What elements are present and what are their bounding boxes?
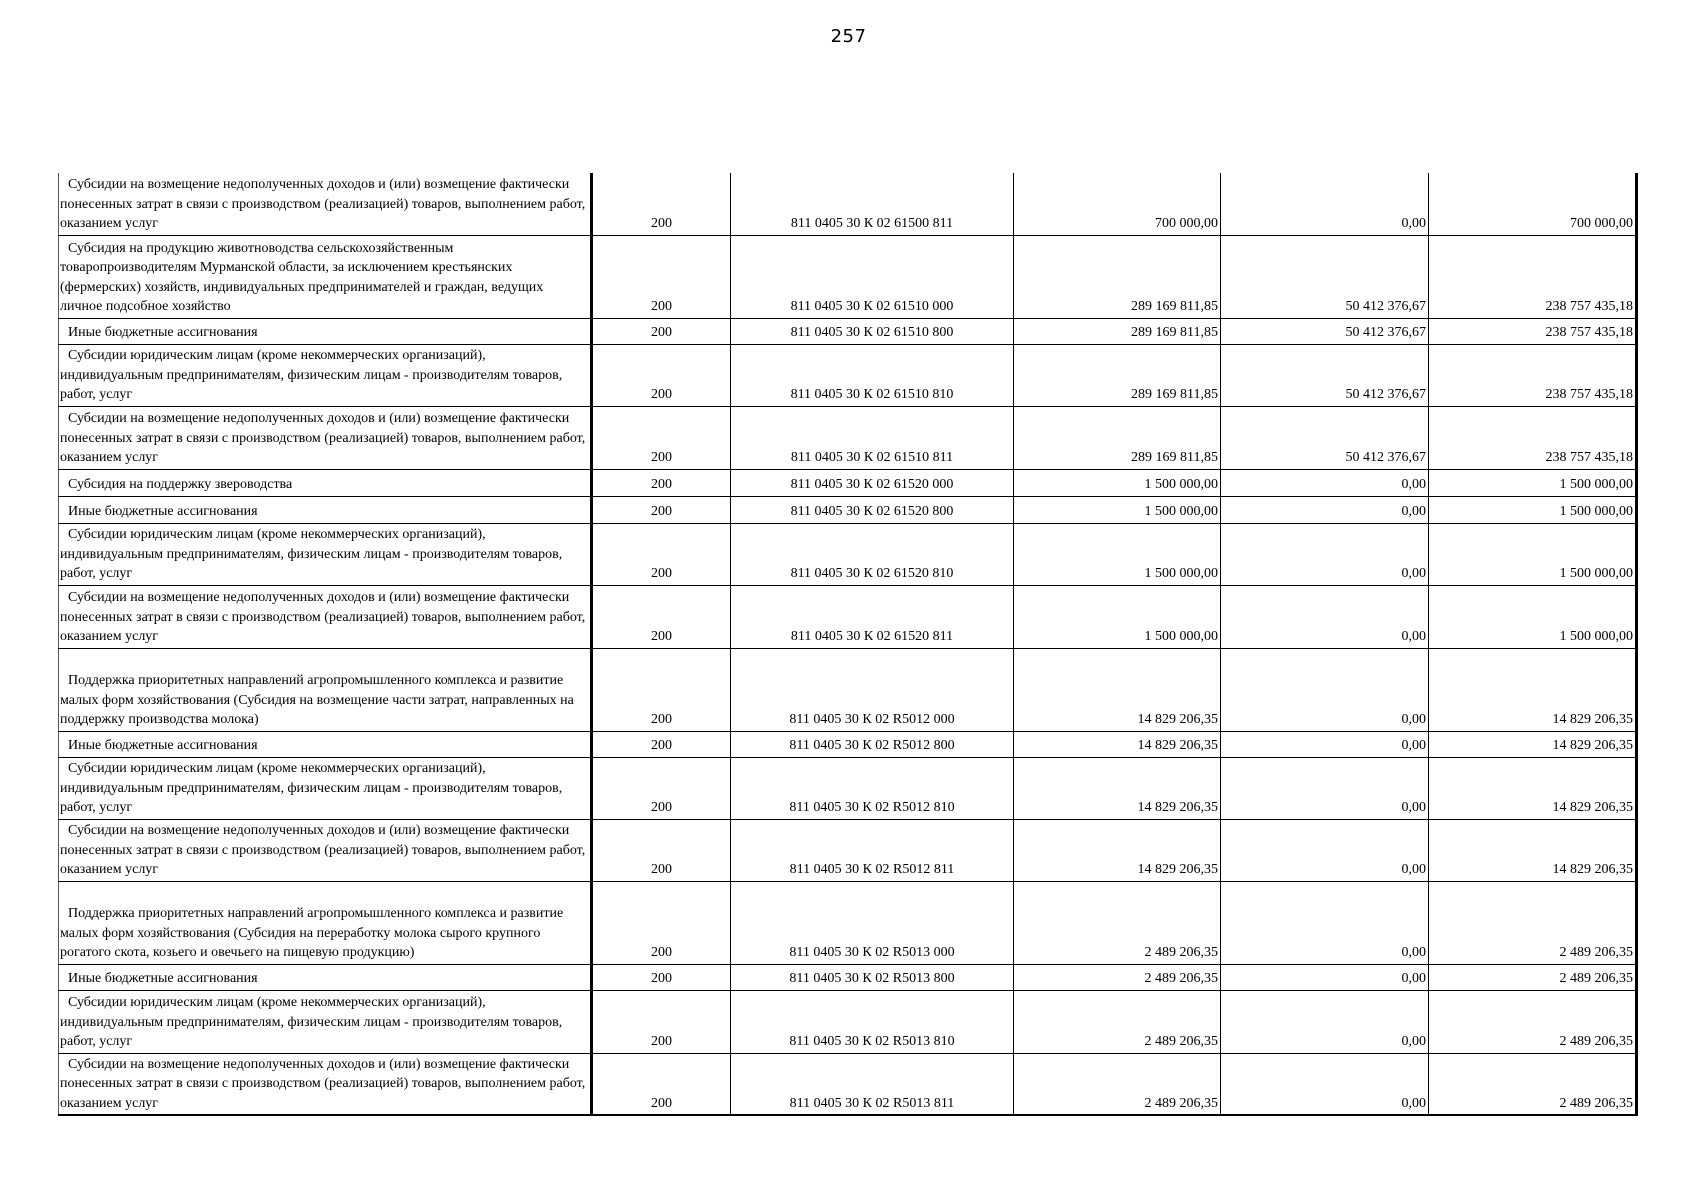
row-value-3: 2 489 206,35	[1429, 990, 1637, 1053]
row-value-2: 50 412 376,67	[1221, 406, 1429, 469]
row-value-1: 1 500 000,00	[1014, 523, 1221, 585]
row-budget-classification: 811 0405 30 К 02 R5013 800	[731, 964, 1014, 990]
row-code: 200	[592, 964, 731, 990]
table-row	[59, 964, 1637, 990]
row-value-3: 1 500 000,00	[1429, 523, 1637, 585]
row-value-2: 50 412 376,67	[1221, 344, 1429, 406]
table-row	[59, 344, 1637, 406]
row-value-2: 0,00	[1221, 173, 1429, 235]
row-code: 200	[592, 406, 731, 469]
row-value-3: 14 829 206,35	[1429, 731, 1637, 757]
row-budget-classification: 811 0405 30 К 02 R5013 000	[731, 881, 1014, 964]
row-value-2: 0,00	[1221, 585, 1429, 648]
row-description: Иные бюджетные ассигнования	[59, 318, 592, 344]
row-value-3: 1 500 000,00	[1429, 469, 1637, 496]
table-row	[59, 496, 1637, 523]
row-value-1: 14 829 206,35	[1014, 819, 1221, 881]
row-description: Поддержка приоритетных направлений агропромышленного комплекса и развитие малых форм хозяйствования (Субсидия на переработку молока сырого крупного рогатого скота, козьего и овечьего на пищевую продукцию)	[59, 881, 592, 964]
row-value-3: 238 757 435,18	[1429, 235, 1637, 318]
row-code: 200	[592, 990, 731, 1053]
row-budget-classification: 811 0405 30 К 02 R5012 800	[731, 731, 1014, 757]
row-description: Иные бюджетные ассигнования	[59, 731, 592, 757]
row-code: 200	[592, 1053, 731, 1115]
row-description: Поддержка приоритетных направлений агропромышленного комплекса и развитие малых форм хозяйствования (Субсидия на возмещение части затрат, направленных на поддержку производства молока)	[59, 648, 592, 731]
row-value-3: 700 000,00	[1429, 173, 1637, 235]
row-value-3: 238 757 435,18	[1429, 406, 1637, 469]
row-value-2: 50 412 376,67	[1221, 235, 1429, 318]
table-row	[59, 318, 1637, 344]
row-description: Иные бюджетные ассигнования	[59, 964, 592, 990]
row-budget-classification: 811 0405 30 К 02 R5013 811	[731, 1053, 1014, 1115]
row-value-2: 0,00	[1221, 731, 1429, 757]
row-value-2: 0,00	[1221, 881, 1429, 964]
row-value-2: 0,00	[1221, 990, 1429, 1053]
row-value-2: 0,00	[1221, 648, 1429, 731]
row-value-2: 0,00	[1221, 1053, 1429, 1115]
row-code: 200	[592, 344, 731, 406]
row-code: 200	[592, 318, 731, 344]
row-value-3: 14 829 206,35	[1429, 819, 1637, 881]
row-budget-classification: 811 0405 30 К 02 61510 800	[731, 318, 1014, 344]
row-code: 200	[592, 731, 731, 757]
table-row	[59, 881, 1637, 964]
row-budget-classification: 811 0405 30 К 02 61520 811	[731, 585, 1014, 648]
row-description: Субсидии на возмещение недополученных доходов и (или) возмещение фактически понесенных затрат в связи с производством (реализацией) товаров, выполнением работ, оказанием услуг	[59, 585, 592, 648]
table-row	[59, 523, 1637, 585]
table-row	[59, 990, 1637, 1053]
row-description: Субсидии юридическим лицам (кроме некоммерческих организаций), индивидуальным предпринимателям, физическим лицам - производителям товаров, работ, услуг	[59, 344, 592, 406]
row-code: 200	[592, 235, 731, 318]
row-value-3: 14 829 206,35	[1429, 757, 1637, 819]
row-code: 200	[592, 523, 731, 585]
row-value-1: 289 169 811,85	[1014, 318, 1221, 344]
row-value-2: 0,00	[1221, 757, 1429, 819]
table-row	[59, 235, 1637, 318]
row-value-1: 1 500 000,00	[1014, 469, 1221, 496]
budget-table-body	[59, 173, 1637, 1115]
row-value-1: 14 829 206,35	[1014, 731, 1221, 757]
row-code: 200	[592, 881, 731, 964]
table-row	[59, 585, 1637, 648]
row-budget-classification: 811 0405 30 К 02 61510 000	[731, 235, 1014, 318]
row-description: Субсидия на поддержку звероводства	[59, 469, 592, 496]
row-value-1: 2 489 206,35	[1014, 1053, 1221, 1115]
row-budget-classification: 811 0405 30 К 02 R5012 810	[731, 757, 1014, 819]
row-code: 200	[592, 819, 731, 881]
row-budget-classification: 811 0405 30 К 02 R5012 811	[731, 819, 1014, 881]
table-row	[59, 469, 1637, 496]
table-row	[59, 819, 1637, 881]
row-budget-classification: 811 0405 30 К 02 61510 810	[731, 344, 1014, 406]
row-value-3: 2 489 206,35	[1429, 964, 1637, 990]
row-code: 200	[592, 757, 731, 819]
row-budget-classification: 811 0405 30 К 02 61520 800	[731, 496, 1014, 523]
row-description: Субсидии юридическим лицам (кроме некоммерческих организаций), индивидуальным предпринимателям, физическим лицам - производителям товаров, работ, услуг	[59, 523, 592, 585]
row-code: 200	[592, 585, 731, 648]
row-description: Иные бюджетные ассигнования	[59, 496, 592, 523]
row-value-2: 0,00	[1221, 964, 1429, 990]
row-description: Субсидии юридическим лицам (кроме некоммерческих организаций), индивидуальным предпринимателям, физическим лицам - производителям товаров, работ, услуг	[59, 990, 592, 1053]
row-code: 200	[592, 469, 731, 496]
row-budget-classification: 811 0405 30 К 02 61510 811	[731, 406, 1014, 469]
row-value-1: 1 500 000,00	[1014, 585, 1221, 648]
row-value-3: 238 757 435,18	[1429, 318, 1637, 344]
row-value-1: 2 489 206,35	[1014, 964, 1221, 990]
row-value-2: 50 412 376,67	[1221, 318, 1429, 344]
row-budget-classification: 811 0405 30 К 02 61500 811	[731, 173, 1014, 235]
row-description: Субсидии юридическим лицам (кроме некоммерческих организаций), индивидуальным предпринимателям, физическим лицам - производителям товаров, работ, услуг	[59, 757, 592, 819]
table-row	[59, 1053, 1637, 1115]
row-value-3: 238 757 435,18	[1429, 344, 1637, 406]
row-value-3: 2 489 206,35	[1429, 881, 1637, 964]
row-description: Субсидии на возмещение недополученных доходов и (или) возмещение фактически понесенных затрат в связи с производством (реализацией) товаров, выполнением работ, оказанием услуг	[59, 1053, 592, 1115]
row-value-3: 14 829 206,35	[1429, 648, 1637, 731]
row-code: 200	[592, 496, 731, 523]
row-value-1: 700 000,00	[1014, 173, 1221, 235]
row-value-2: 0,00	[1221, 523, 1429, 585]
row-value-1: 14 829 206,35	[1014, 757, 1221, 819]
row-description: Субсидия на продукцию животноводства сельскохозяйственным товаропроизводителям Мурманской области, за исключением крестьянских (фермерских) хозяйств, индивидуальных предпринимателей и граждан, ведущих личное подсобное хозяйство	[59, 235, 592, 318]
row-budget-classification: 811 0405 30 К 02 61520 000	[731, 469, 1014, 496]
row-value-1: 289 169 811,85	[1014, 235, 1221, 318]
row-code: 200	[592, 648, 731, 731]
table-row	[59, 648, 1637, 731]
row-value-3: 2 489 206,35	[1429, 1053, 1637, 1115]
row-code: 200	[592, 173, 731, 235]
row-budget-classification: 811 0405 30 К 02 R5012 000	[731, 648, 1014, 731]
row-value-1: 14 829 206,35	[1014, 648, 1221, 731]
table-row	[59, 173, 1637, 235]
row-value-1: 2 489 206,35	[1014, 990, 1221, 1053]
row-value-3: 1 500 000,00	[1429, 496, 1637, 523]
row-value-2: 0,00	[1221, 496, 1429, 523]
budget-table	[58, 173, 1638, 1116]
table-row	[59, 406, 1637, 469]
page-number: 257	[830, 26, 867, 47]
table-row	[59, 757, 1637, 819]
row-value-1: 1 500 000,00	[1014, 496, 1221, 523]
row-value-2: 0,00	[1221, 469, 1429, 496]
row-description: Субсидии на возмещение недополученных доходов и (или) возмещение фактически понесенных затрат в связи с производством (реализацией) товаров, выполнением работ, оказанием услуг	[59, 819, 592, 881]
row-budget-classification: 811 0405 30 К 02 R5013 810	[731, 990, 1014, 1053]
row-budget-classification: 811 0405 30 К 02 61520 810	[731, 523, 1014, 585]
table-row	[59, 731, 1637, 757]
row-value-3: 1 500 000,00	[1429, 585, 1637, 648]
row-description: Субсидии на возмещение недополученных доходов и (или) возмещение фактически понесенных затрат в связи с производством (реализацией) товаров, выполнением работ, оказанием услуг	[59, 406, 592, 469]
row-value-1: 2 489 206,35	[1014, 881, 1221, 964]
row-value-1: 289 169 811,85	[1014, 406, 1221, 469]
row-value-2: 0,00	[1221, 819, 1429, 881]
row-description: Субсидии на возмещение недополученных доходов и (или) возмещение фактически понесенных затрат в связи с производством (реализацией) товаров, выполнением работ, оказанием услуг	[59, 173, 592, 235]
row-value-1: 289 169 811,85	[1014, 344, 1221, 406]
